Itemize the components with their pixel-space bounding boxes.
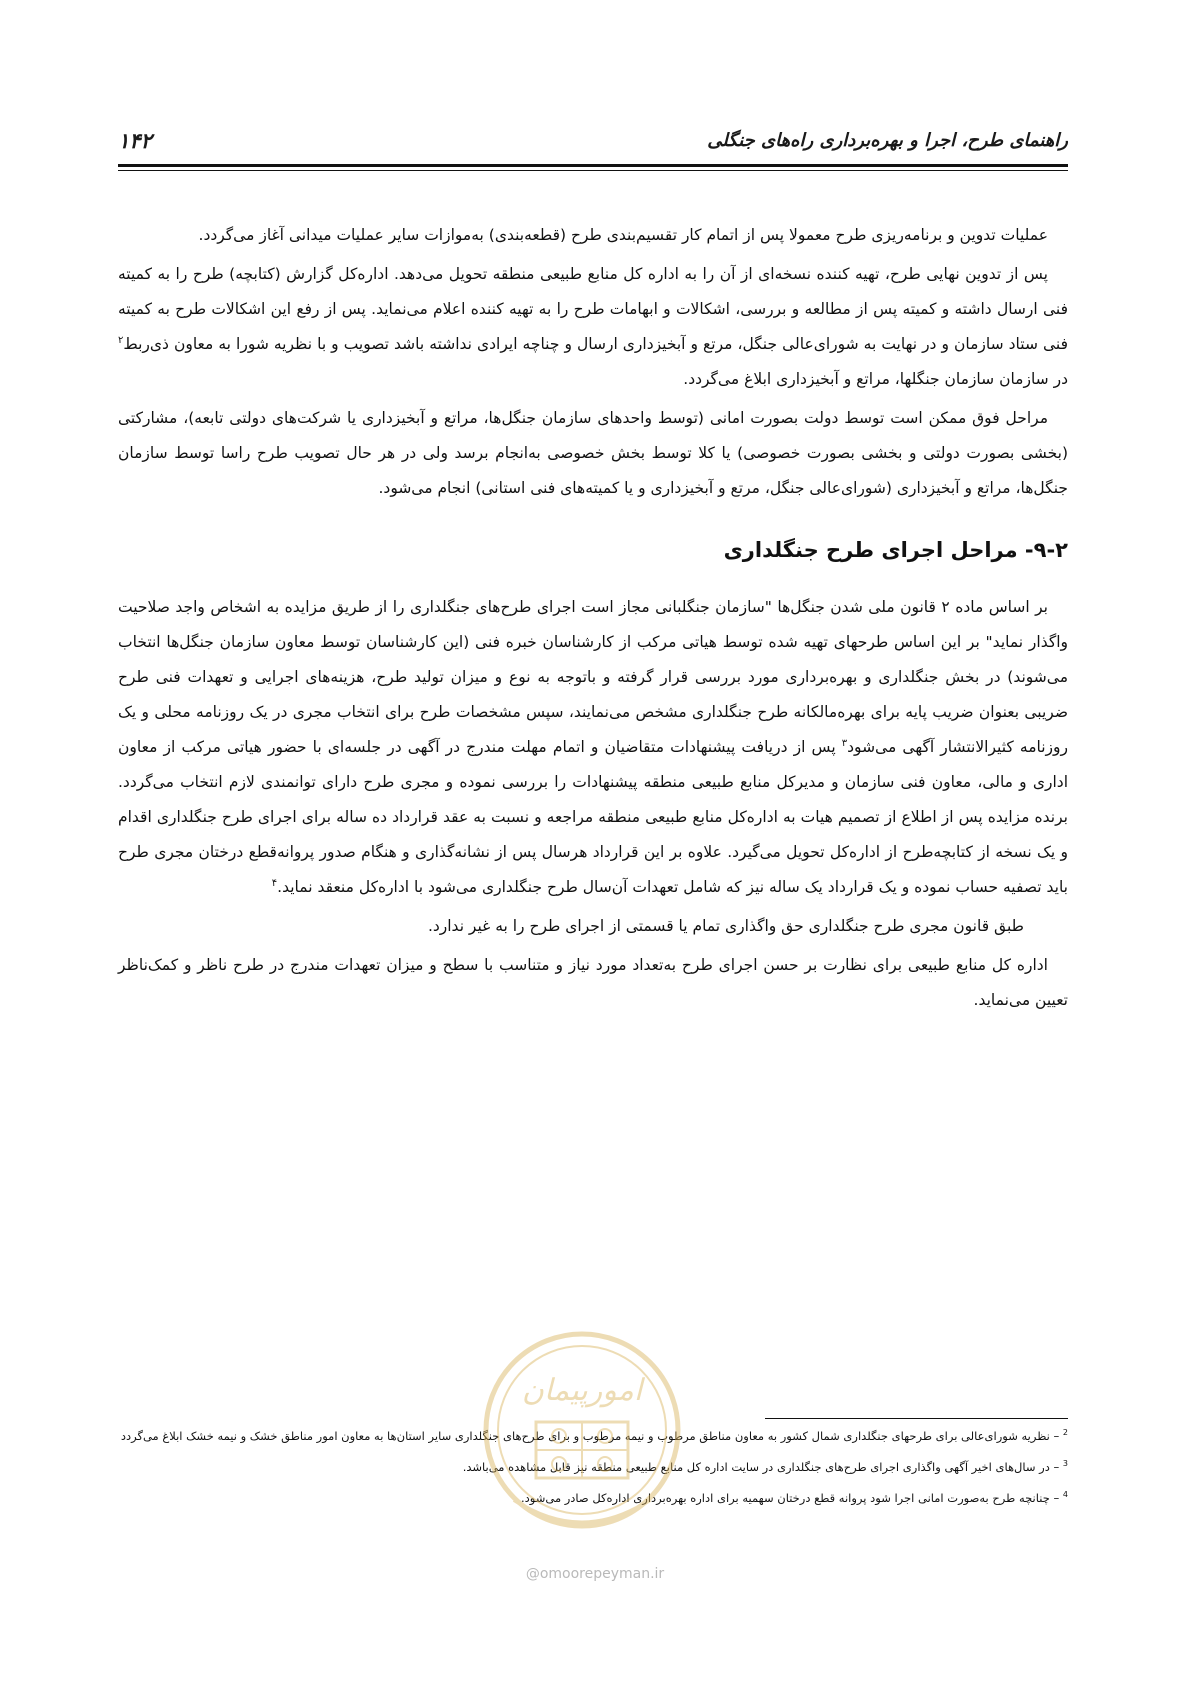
header-rule-thick: [118, 164, 1068, 167]
section-heading: ۹-۲- مراحل اجرای طرح جنگلداری: [723, 538, 1068, 562]
paragraph-2-part-b: در سازمان سازمان جنگلها، مراتع و آبخیزداری ابلاغ می‌گردد.: [683, 370, 1068, 388]
body-text: [118, 218, 1068, 1022]
watermark-url: @omoorepeyman.ir: [525, 1566, 665, 1582]
page-header: [118, 128, 1068, 162]
paragraph-3: مراحل فوق ممکن است توسط دولت بصورت امانی (توسط واحدهای سازمان جنگل‌ها، مراتع و آبخیزداری یا شرکت‌های دولتی تابعه)، مشارکتی (بخشی بصورت دولتی و بخشی بصورت خصوصی) یا کلا توسط بخش خصوصی به‌انجام برسد ولی در هر حال تصویب طرح راسا توسط سازمان جنگل‌ها، مراتع و آبخیزداری (شورای‌عالی جنگل، مرتع و آبخیزداری و یا کمیته‌های فنی استانی) انجام می‌شود.: [118, 409, 1068, 497]
footnote-2-text: – نظریه شورای‌عالی برای طرحهای جنگلداری شمال کشور به معاون مناطق مرطوب و نیمه مرطوب و برای طرح‌های جنگلداری سایر استان‌ها به معاون امور مناطق خشک و نیمه خشک ابلاغ می‌گردد: [120, 1429, 1063, 1443]
paragraph-1: عملیات تدوین و برنامه‌ریزی طرح معمولا پس از اتمام کار تقسیم‌بندی طرح (قطعه‌بندی) به‌موازات سایر عملیات میدانی آغاز می‌گردد.: [198, 226, 1048, 244]
footnote-separator: [765, 1418, 1068, 1419]
footnote-ref-2[interactable]: ۲: [118, 334, 124, 346]
paragraph-4-part-a: بر اساس ماده ۲ قانون ملی شدن جنگل‌ها "سازمان جنگلبانی مجاز است اجرای طرح‌های جنگلداری را از طریق مزایده به اشخاص واجد صلاحیت واگذار نماید" بر این اساس طرحهای تهیه شده توسط هیاتی مرکب از کارشناسان خبره فنی (این کارشناسان توسط معاون سازمان جنگل‌ها انتخاب می‌شوند) در بخش جنگلداری و بهره‌برداری مورد بررسی قرار گرفته و باتوجه به نوع و میزان تولید طرح، هزینه‌های اجرایی و تعهدات فنی طرح ضریبی بعنوان ضریب پایه برای بهره‌مالکانه طرح جنگلداری مشخص می‌نمایند، سپس مشخصات طرح برای انتخاب مجری در یک روزنامه محلی و یک روزنامه کثیرالانتشار آگهی می‌شود: [118, 598, 1069, 756]
footnote-2-number: 2: [1062, 1428, 1068, 1438]
footnote-ref-4[interactable]: ۴: [271, 877, 278, 889]
footnote-ref-3[interactable]: ۳: [841, 737, 848, 749]
paragraph-4: [118, 590, 1068, 905]
paragraph-4-part-b: پس از دریافت پیشنهادات متقاضیان و اتمام مهلت مندرج در آگهی در جلسه‌ای با حضور هیاتی مرکب از معاون اداری و مالی، معاون فنی سازمان و مدیرکل منابع طبیعی منطقه پیشنهادات را بررسی نموده و مجری طرح دارای توانمندی لازم انتخاب می‌گردد. برنده مزایده پس از اطلاع از تصمیم هیات به اداره‌کل منابع طبیعی منطقه مراجعه و نسبت به عقد قرارداد ده ساله برای اجرای طرح جنگلداری اقدام و یک نسخه از کتابچه‌طرح از اداره‌کل تحویل می‌گیرد. علاوه بر این قرارداد هرسال پس از نشانه‌گذاری و هنگام صدور پروانه‌قطع درختان مجری طرح باید تصفیه حساب نموده و یک قرارداد یک ساله نیز که شامل تعهدات آن‌سال طرح جنگلداری می‌شود با اداره‌کل منعقد نماید.: [118, 738, 1068, 896]
paragraph-2: [118, 257, 1068, 397]
header-rule-thin: [118, 170, 1068, 171]
page-number: ۱۴۲: [118, 128, 152, 153]
watermark-seal-icon: [474, 1330, 690, 1560]
paragraph-2-part-a: پس از تدوین نهایی طرح، تهیه کننده نسخه‌ای از آن را به اداره کل منابع طبیعی منطقه تحویل می‌دهد. اداره‌کل گزارش (کتابچه) طرح را به کمیته فنی ارسال داشته و کمیته پس از مطالعه و بررسی، اشکالات و ابهامات طرح را به تهیه کننده اعلام می‌نماید. پس از رفع این اشکالات طرح به کمیته فنی ستاد سازمان و در نهایت به شورای‌عالی جنگل، مرتع و آبخیزداری ارسال و چناچه ایرادی نداشته باشد تصویب و با نظریه شورا به معاون ذی‌ربط: [118, 265, 1068, 353]
footnote-3-text: – در سال‌های اخیر آگهی واگذاری اجرای طرح‌های جنگلداری در سایت اداره کل منابع طبیعی منطقه نیز قابل مشاهده می‌باشد.: [462, 1460, 1063, 1474]
footnote-4-number: 4: [1062, 1490, 1068, 1500]
footnote-4-text: – چنانچه طرح به‌صورت امانی اجرا شود پروانه قطع درختان سهمیه برای اداره بهره‌برداری اداره‌کل صادر می‌شود.: [521, 1491, 1063, 1505]
watermark-text: امورپیمان: [521, 1373, 643, 1408]
paragraph-5: طبق قانون مجری طرح جنگلداری حق واگذاری تمام یا قسمتی از اجرای طرح را به غیر ندارد.: [427, 917, 1024, 935]
footnote-3-number: 3: [1062, 1459, 1068, 1469]
paragraph-6: اداره کل منابع طبیعی برای نظارت بر حسن اجرای طرح به‌تعداد مورد نیاز و متناسب با سطح و میزان تعهدات مندرج در طرح ناظر و کمک‌ناظر تعیین می‌نماید.: [118, 956, 1068, 1009]
running-title: راهنمای طرح، اجرا و بهره‌برداری راه‌های جنگلی: [707, 130, 1068, 151]
